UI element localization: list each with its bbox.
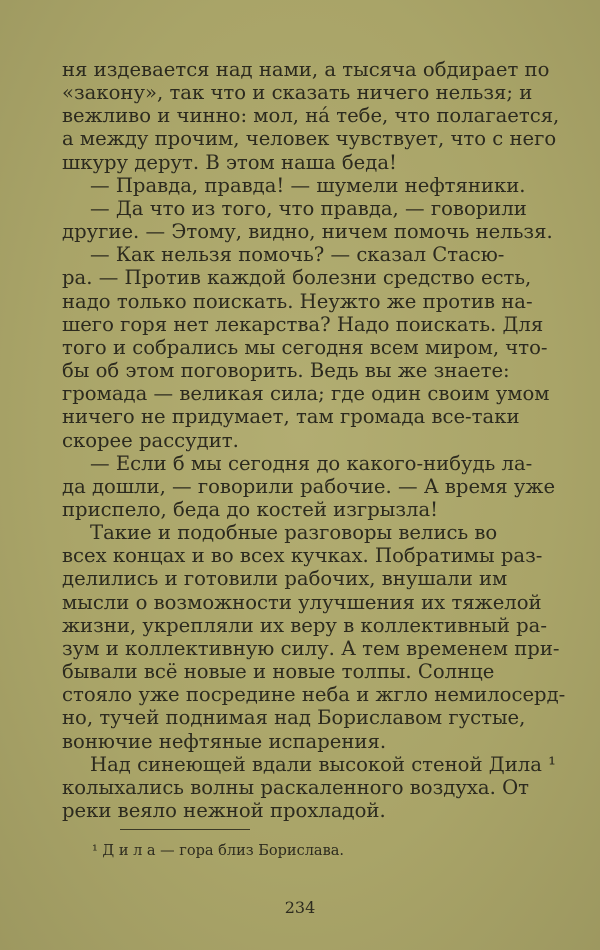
text-line: а между прочим, человек чувствует, что с него [62, 127, 557, 151]
text-line: ня издевается над нами, а тысяча обдирает по [62, 58, 550, 81]
text-line: «закону», так что и сказать ничего нельзя; и [62, 81, 533, 105]
text-line: шкуру дерут. В этом наша беда! [62, 150, 397, 174]
footnote: ¹ Д и л а — гора близ Борислава. [92, 843, 344, 859]
text-line: но, тучей поднимая над Бориславом густые, [62, 706, 526, 730]
text-line: жизни, укрепляли их веру в коллективный ра- [62, 613, 547, 637]
footnote-divider [120, 829, 250, 830]
text-line: надо только поискать. Неужто же против на- [62, 289, 533, 313]
text-line: — Если б мы сегодня до какого-нибудь ла- [90, 451, 533, 475]
text-line: Такие и подобные разговоры велись во [90, 521, 498, 545]
text-line: скорее рассудит. [62, 428, 239, 452]
text-line: того и собрались мы сегодня всем миром, что- [62, 335, 548, 359]
text-line: да дошли, — говорили рабочие. — А время уже [62, 474, 556, 498]
text-line: всех концах и во всех кучках. Побратимы раз- [62, 544, 543, 568]
text-line: вонючие нефтяные испарения. [62, 729, 387, 753]
text-line: колыхались волны раскаленного воздуха. От [62, 775, 529, 799]
text-line: вежливо и чинно: мол, нá тебе, что полагается, [62, 104, 560, 128]
text-line: приспело, беда до костей изгрызла! [62, 497, 439, 521]
text-line: бы об этом поговорить. Ведь вы же знаете: [62, 359, 510, 383]
body-text [62, 58, 574, 822]
text-line: другие. — Этому, видно, ничем помочь нельзя. [62, 220, 553, 244]
text-line: зум и коллективную силу. А тем временем при- [62, 636, 560, 660]
text-line: — Да что из того, что правда, — говорили [90, 196, 527, 220]
text-line: шего горя нет лекарства? Надо поискать. Для [62, 312, 544, 336]
text-line: ничего не придумает, там громада все-таки [62, 405, 520, 429]
text-line: Над синеющей вдали высокой стеной Дила ¹ [90, 752, 556, 776]
text-line: бывали всё новые и новые толпы. Солнце [62, 660, 495, 684]
text-line: стояло уже посредине неба и жгло немилосерд- [62, 683, 566, 707]
text-line: делились и готовили рабочих, внушали им [62, 567, 508, 591]
text-line: ра. — Против каждой болезни средство есть, [62, 266, 532, 290]
text-line: громада — великая сила; где один своим умом [62, 382, 550, 406]
text-line: — Как нельзя помочь? — сказал Стасю- [90, 243, 505, 267]
text-line: реки веяло нежной прохладой. [62, 799, 386, 822]
text-line: — Правда, правда! — шумели нефтяники. [90, 173, 526, 197]
page-number: 234 [284, 898, 316, 917]
text-line: мысли о возможности улучшения их тяжелой [62, 590, 542, 614]
